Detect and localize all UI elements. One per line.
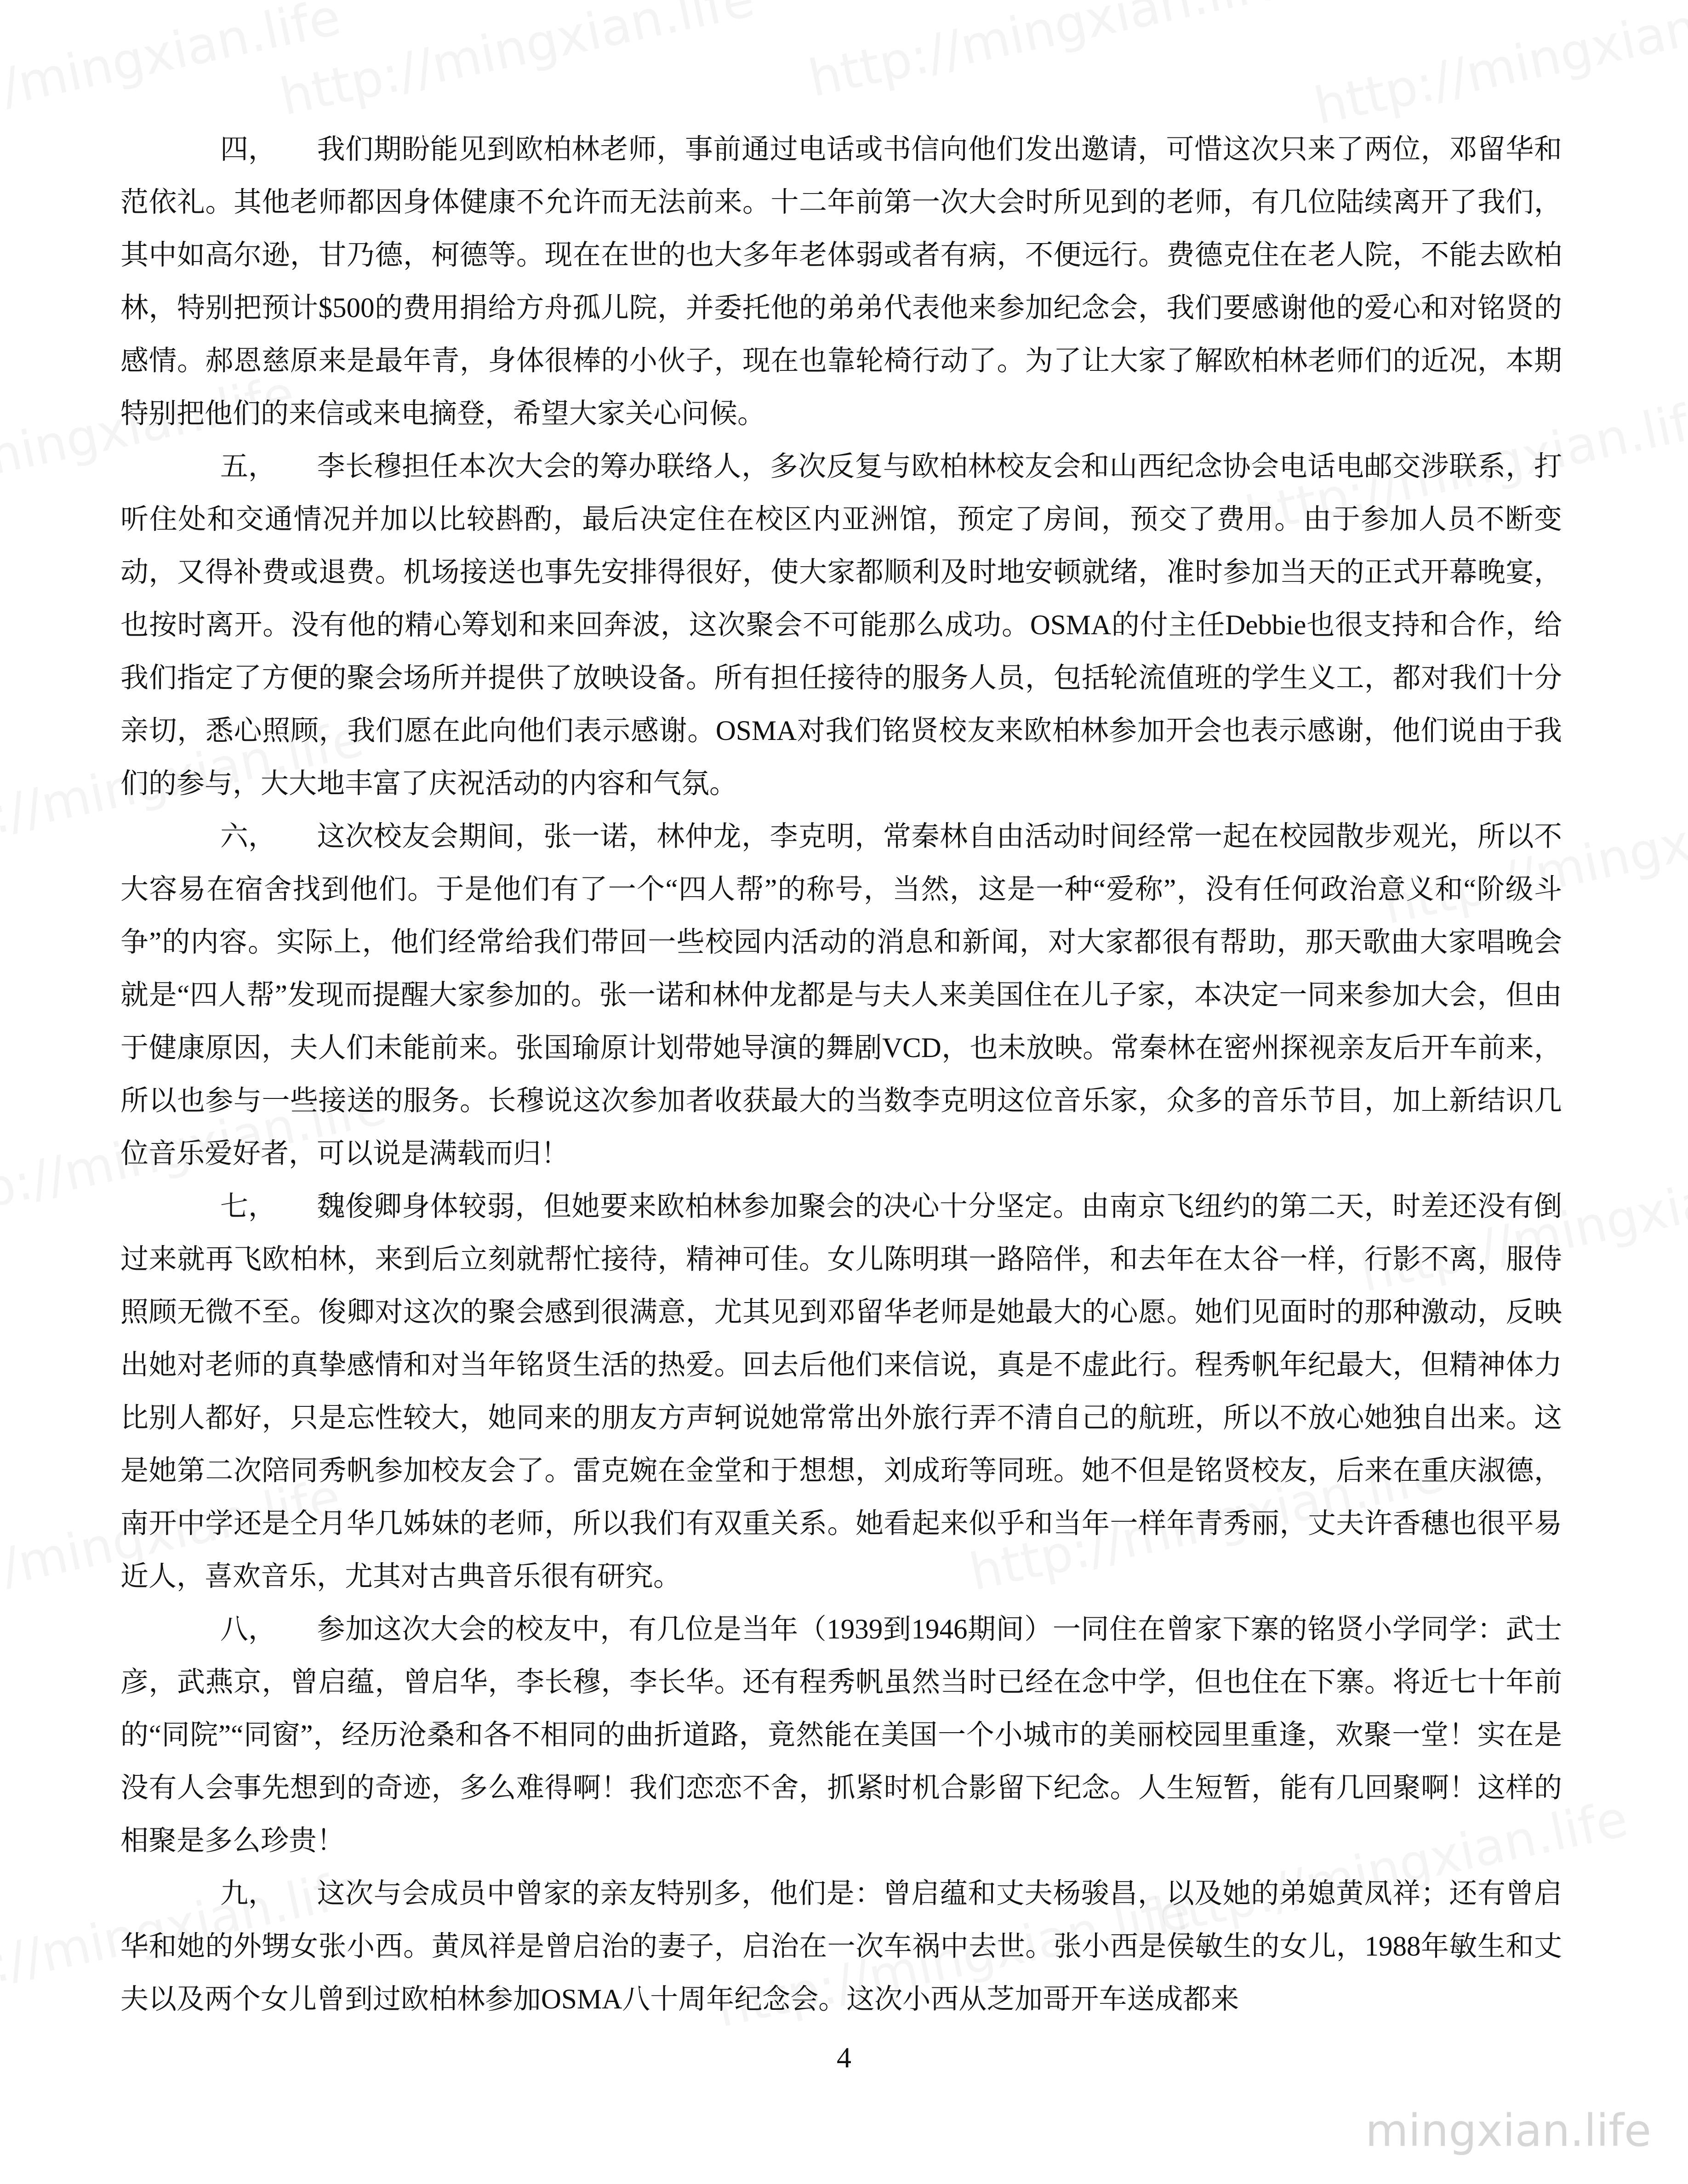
paragraph-5 bbox=[120, 440, 1562, 810]
page-number: 4 bbox=[837, 2041, 851, 2074]
paragraph-text: 这次与会成员中曾家的亲友特别多，他们是：曾启蕴和丈夫杨骏昌，以及她的弟媳黄凤祥；还有曾启华和她的外甥女张小西。黄凤祥是曾启治的妻子，启治在一次车祸中去世。张小西是侯敏生的女儿，1988年敏生和丈夫以及两个女儿曾到过欧柏林参加OSMA八十周年纪念会。这次小西从芝加哥开车送成都来 bbox=[120, 1878, 1562, 2015]
paragraph-number: 九， bbox=[220, 1878, 277, 1909]
paragraph-number: 五， bbox=[220, 451, 277, 482]
footer-watermark: mingxian.life bbox=[1365, 2105, 1651, 2156]
paragraph-4 bbox=[120, 123, 1562, 440]
paragraph-9 bbox=[120, 1867, 1562, 2026]
paragraph-7 bbox=[120, 1180, 1562, 1603]
paragraph-text: 魏俊卿身体较弱，但她要来欧柏林参加聚会的决心十分坚定。由南京飞纽约的第二天，时差还没有倒过来就再飞欧柏林，来到后立刻就帮忙接待，精神可佳。女儿陈明琪一路陪伴，和去年在太谷一样，行影不离，服侍照顾无微不至。俊卿对这次的聚会感到很满意，尤其见到邓留华老师是她最大的心愿。她们见面时的那种激动，反映出她对老师的真挚感情和对当年铭贤生活的热爱。回去后他们来信说，真是不虚此行。程秀帆年纪最大，但精神体力比别人都好，只是忘性较大，她同来的朋友方声轲说她常常出外旅行弄不清自己的航班，所以不放心她独自出来。这是她第二次陪同秀帆参加校友会了。雷克婉在金堂和于想想，刘成珩等同班。她不但是铭贤校友，后来在重庆淑德，南开中学还是仝月华几姊妹的老师，所以我们有双重关系。她看起来似乎和当年一样年青秀丽，丈夫许香穗也很平易近人，喜欢音乐，尤其对古典音乐很有研究。 bbox=[120, 1191, 1562, 1592]
paragraph-text: 这次校友会期间，张一诺，林仲龙，李克明，常秦林自由活动时间经常一起在校园散步观光，所以不大容易在宿舍找到他们。于是他们有了一个“四人帮”的称号，当然，这是一种“爱称”，没有任何政治意义和“阶级斗争”的内容。实际上，他们经常给我们带回一些校园内活动的消息和新闻，对大家都很有帮助，那天歌曲大家唱晚会就是“四人帮”发现而提醒大家参加的。张一诺和林仲龙都是与夫人来美国住在儿子家，本决定一同来参加大会，但由于健康原因，夫人们未能前来。张国瑜原计划带她导演的舞剧VCD，也未放映。常秦林在密州探视亲友后开车前来，所以也参与一些接送的服务。长穆说这次参加者收获最大的当数李克明这位音乐家，众多的音乐节目，加上新结识几位音乐爱好者，可以说是满载而归！ bbox=[120, 821, 1562, 1169]
paragraph-number: 六， bbox=[220, 821, 277, 852]
paragraph-number: 四， bbox=[220, 134, 277, 165]
watermark bbox=[275, 0, 759, 127]
paragraph-text: 李长穆担任本次大会的筹办联络人，多次反复与欧柏林校友会和山西纪念协会电话电邮交涉联系，打听住处和交通情况并加以比较斟酌，最后决定住在校区内亚洲馆，预定了房间，预交了费用。由于参加人员不断变动，又得补费或退费。机场接送也事先安排得很好，使大家都顺利及时地安顿就绪，准时参加当天的正式开幕晚宴，也按时离开。没有他的精心筹划和来回奔波，这次聚会不可能那么成功。OSMA的付主任Debbie也很支持和合作，给我们指定了方便的聚会场所并提供了放映设备。所有担任接待的服务人员，包括轮流值班的学生义工，都对我们十分亲切，悉心照顾，我们愿在此向他们表示感谢。OSMA对我们铭贤校友来欧柏林参加开会也表示感谢，他们说由于我们的参与，大大地丰富了庆祝活动的内容和气氛。 bbox=[120, 451, 1562, 799]
body-text bbox=[120, 123, 1562, 2026]
paragraph-6 bbox=[120, 810, 1562, 1180]
paragraph-number: 八， bbox=[220, 1614, 277, 1645]
paragraph-text: 我们期盼能见到欧柏林老师，事前通过电话或书信向他们发出邀请，可惜这次只来了两位，邓留华和范依礼。其他老师都因身体健康不允许而无法前来。十二年前第一次大会时所见到的老师，有几位陆续离开了我们，其中如高尔逊，甘乃德，柯德等。现在在世的也大多年老体弱或者有病，不便远行。费德克住在老人院，不能去欧柏林，特别把预计$500的费用捐给方舟孤儿院，并委托他的弟弟代表他来参加纪念会，我们要感谢他的爱心和对铭贤的感情。郝恩慈原来是最年青，身体很棒的小伙子，现在也靠轮椅行动了。为了让大家了解欧柏林老师们的近况，本期特别把他们的来信或来电摘登，希望大家关心问候。 bbox=[120, 134, 1562, 429]
watermark bbox=[804, 0, 1288, 108]
paragraph-number: 七， bbox=[220, 1191, 277, 1222]
paragraph-text: 参加这次大会的校友中，有几位是当年（1939到1946期间）一同住在曾家下寨的铭贤小学同学：武士彦，武燕京，曾启蕴，曾启华，李长穆，李长华。还有程秀帆虽然当时已经在念中学，但也住在下寨。将近七十年前的“同院”“同窗”，经历沧桑和各不相同的曲折道路，竟然能在美国一个小城市的美丽校园里重逢，欢聚一堂！实在是没有人会事先想到的奇迹，多么难得啊！我们恋恋不舍，抓紧时机合影留下纪念。人生短暂，能有几回聚啊！这样的相聚是多么珍贵！ bbox=[120, 1614, 1562, 1856]
watermark bbox=[1309, 0, 1688, 136]
paragraph-8 bbox=[120, 1603, 1562, 1867]
